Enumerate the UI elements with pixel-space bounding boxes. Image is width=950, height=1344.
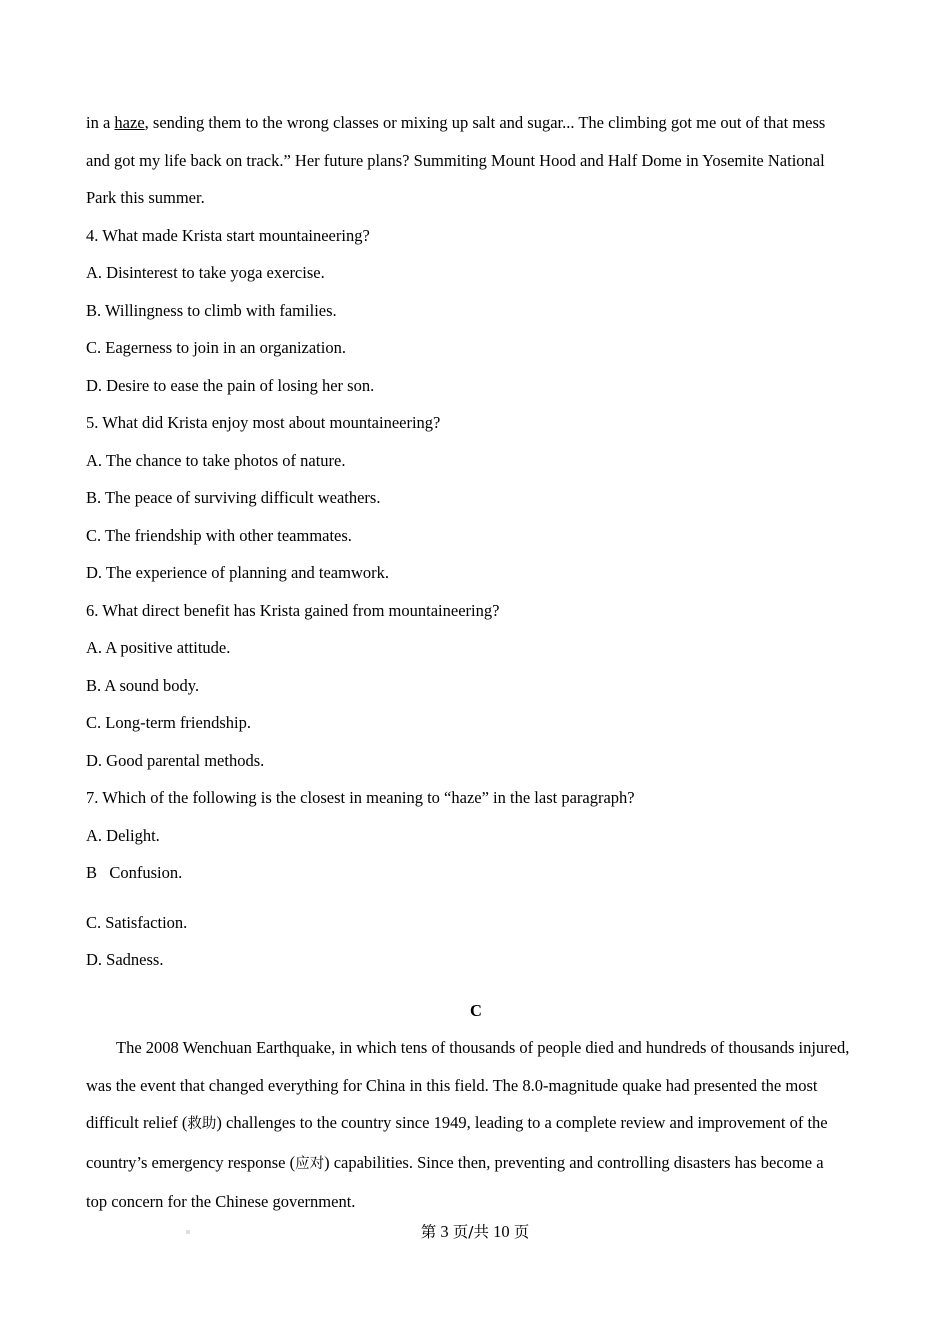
option-a[interactable]: A. The chance to take photos of nature. xyxy=(86,450,346,470)
passage-text-post: ) challenges to the country since 1949, leading to a complete review and improvement of the xyxy=(216,1113,828,1132)
option-d[interactable]: D. Sadness. xyxy=(86,950,164,969)
option-c[interactable]: C. Satisfaction. xyxy=(86,912,188,932)
footer-middle: 页/共 xyxy=(452,1223,489,1241)
option-a[interactable]: A. Disinterest to take yoga exercise. xyxy=(86,263,325,282)
option-a[interactable]: A. Delight. xyxy=(86,825,160,845)
footer-current-page: 3 xyxy=(440,1222,449,1241)
option-a[interactable]: A. A positive attitude. xyxy=(86,638,231,657)
passage-c xyxy=(86,1029,866,1221)
option-d[interactable]: D. Desire to ease the pain of losing her son. xyxy=(86,375,375,395)
question-4 xyxy=(86,217,866,405)
passage-line: Park this summer. xyxy=(86,188,205,207)
page-content xyxy=(86,104,866,1221)
option-d[interactable]: D. The experience of planning and teamwork. xyxy=(86,563,390,582)
footer-prefix: 第 xyxy=(420,1223,437,1241)
chinese-gloss-relief: 救助 xyxy=(187,1116,217,1132)
option-d[interactable]: D. Good parental methods. xyxy=(86,750,265,770)
option-c[interactable]: C. Long-term friendship. xyxy=(86,713,251,732)
option-b[interactable]: B Confusion. xyxy=(86,863,183,882)
passage-text-pre: in a xyxy=(86,113,115,132)
passage-text-post: , sending them to the wrong classes or mixing up salt and sugar... The climbing got me out of that mess xyxy=(144,113,826,132)
option-b[interactable]: B. Willingness to climb with families. xyxy=(86,300,337,320)
footer-suffix: 页 xyxy=(513,1223,530,1241)
passage-line: was the event that changed everything for China in this field. The 8.0-magnitude quake had presented the most xyxy=(86,1075,818,1095)
passage-line: The 2008 Wenchuan Earthquake, in which tens of thousands of people died and hundreds of thousands injured, xyxy=(116,1038,850,1057)
question-stem: 6. What direct benefit has Krista gained from mountaineering? xyxy=(86,600,500,620)
section-heading-c: C xyxy=(470,1000,482,1020)
question-7 xyxy=(86,779,866,979)
chinese-gloss-response: 应对 xyxy=(295,1155,325,1172)
question-stem: 5. What did Krista enjoy most about mountaineering? xyxy=(86,413,441,432)
question-stem: 4. What made Krista start mountaineering? xyxy=(86,225,370,245)
passage-text-post: ) capabilities. Since then, preventing and controlling disasters has become a xyxy=(324,1152,824,1172)
passage-line xyxy=(86,1144,866,1184)
passage-line: top concern for the Chinese government. xyxy=(86,1192,356,1211)
option-gap xyxy=(86,892,866,904)
glossed-word-haze: haze xyxy=(114,113,145,132)
passage-line xyxy=(86,104,866,142)
option-c[interactable]: C. The friendship with other teammates. xyxy=(86,525,352,545)
question-5 xyxy=(86,404,866,592)
passage-line xyxy=(86,1104,866,1144)
option-b[interactable]: B. A sound body. xyxy=(86,675,200,695)
footer-total-pages: 10 xyxy=(493,1222,510,1241)
passage-text-pre: difficult relief ( xyxy=(86,1113,188,1132)
passage-text-pre: country’s emergency response ( xyxy=(86,1152,296,1172)
question-stem: 7. Which of the following is the closest in meaning to “haze” in the last paragraph? xyxy=(86,788,635,807)
option-c[interactable]: C. Eagerness to join in an organization. xyxy=(86,338,346,357)
option-b[interactable]: B. The peace of surviving difficult weathers. xyxy=(86,488,381,507)
passage-line: and got my life back on track.” Her future plans? Summiting Mount Hood and Half Dome in Yosemite National xyxy=(86,150,825,170)
question-6 xyxy=(86,592,866,780)
passage-b-tail xyxy=(86,104,866,217)
page-footer xyxy=(0,1220,950,1242)
